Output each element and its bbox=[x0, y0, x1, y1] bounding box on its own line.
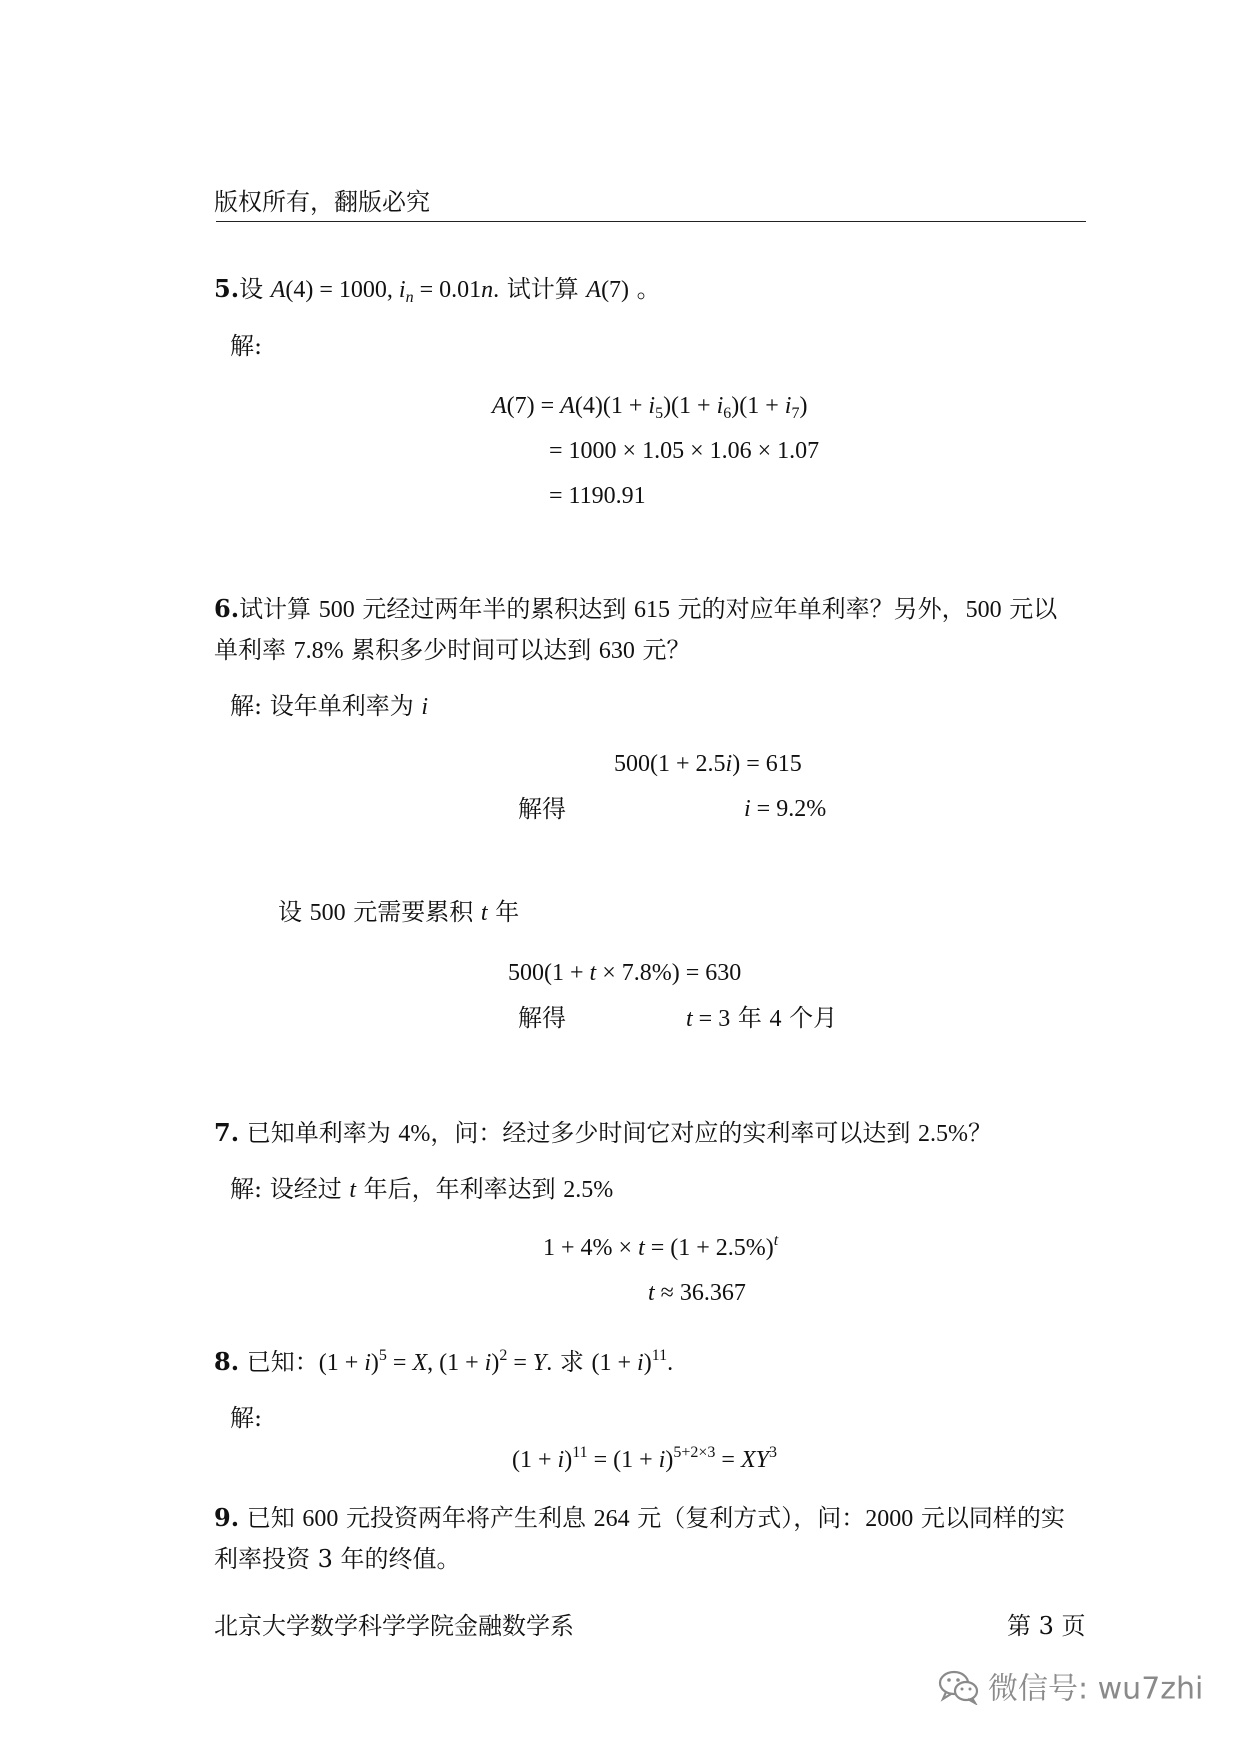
problem-6-equation-2: 500(1 + t × 7.8%) = 630 bbox=[508, 960, 742, 986]
problem-6-equation-1: 500(1 + 2.5i) = 615 bbox=[614, 751, 802, 777]
problem-5-equation-3: = 1190.91 bbox=[549, 483, 646, 509]
problem-5-solution-label: 解: bbox=[230, 332, 263, 360]
problem-9-statement-line-1: 9. 已知 600 元投资两年将产生利息 264 元（复利方式），问：2000 元以同样的实 bbox=[214, 1503, 1065, 1532]
page-footer-right: 第 3 页 bbox=[1007, 1612, 1086, 1640]
problem-5-equation-1: $A(7) = A(4)(1 + i_5)(1 + i_6)(1 + i_7)$ bbox=[492, 393, 808, 422]
problem-6-statement-line-1: 6.试计算 500 元经过两年半的累积达到 615 元的对应年单利率？另外，500 元以 bbox=[214, 594, 1058, 623]
problem-7-statement: 7. 已知单利率为 4%，问：经过多少时间它对应的实利率可以达到 2.5%？ bbox=[214, 1118, 992, 1147]
problem-6-equation-2-result: t = 3 年 4 个月 bbox=[686, 1004, 838, 1032]
problem-7-solution-intro: 解: 设经过 t 年后，年利率达到 2.5% bbox=[230, 1175, 614, 1203]
problem-6-solve-label-2: 解得 bbox=[518, 1004, 566, 1032]
wechat-watermark: 微信号: wu7zhi bbox=[938, 1669, 1203, 1711]
problem-6-equation-1-result: i = 9.2% bbox=[744, 796, 827, 822]
page-header: 版权所有，翻版必究 bbox=[214, 188, 430, 216]
problem-6-solve-label-1: 解得 bbox=[518, 795, 566, 823]
problem-7-equation-1: $1 + 4\% \times t = (1 + 2.5\%)^t$ bbox=[543, 1232, 779, 1261]
problem-8-solution-label: 解: bbox=[230, 1404, 263, 1432]
problem-7-equation-2: t ≈ 36.367 bbox=[648, 1280, 746, 1306]
problem-9-statement-line-2: 利率投资 3 年的终值。 bbox=[214, 1545, 461, 1573]
problem-5-statement: 5.设 A(4) = 1000, $i_n = 0.01n$. 试计算 A(7) 。 bbox=[214, 274, 661, 306]
problem-6-statement-line-2: 单利率 7.8% 累积多少时间可以达到 630 元？ bbox=[214, 636, 691, 664]
header-rule bbox=[216, 221, 1086, 222]
problem-8-statement: 8. 已知：$(1 + i)^5 = X$, $(1 + i)^2 = Y$. 求 $(1 + i)^{11}$. bbox=[214, 1347, 674, 1376]
problem-5-equation-2: = 1000 × 1.05 × 1.06 × 1.07 bbox=[549, 438, 820, 464]
problem-8-equation-1: $(1 + i)^{11} = (1 + i)^{5+2\times 3} = XY^3$ bbox=[512, 1444, 777, 1473]
problem-6-intro-2: 设 500 元需要累积 t 年 bbox=[278, 898, 520, 926]
wechat-icon bbox=[938, 1669, 980, 1711]
problem-6-solution-intro: 解: 设年单利率为 i bbox=[230, 692, 429, 720]
page-footer-left: 北京大学数学科学学院金融数学系 bbox=[214, 1612, 574, 1640]
